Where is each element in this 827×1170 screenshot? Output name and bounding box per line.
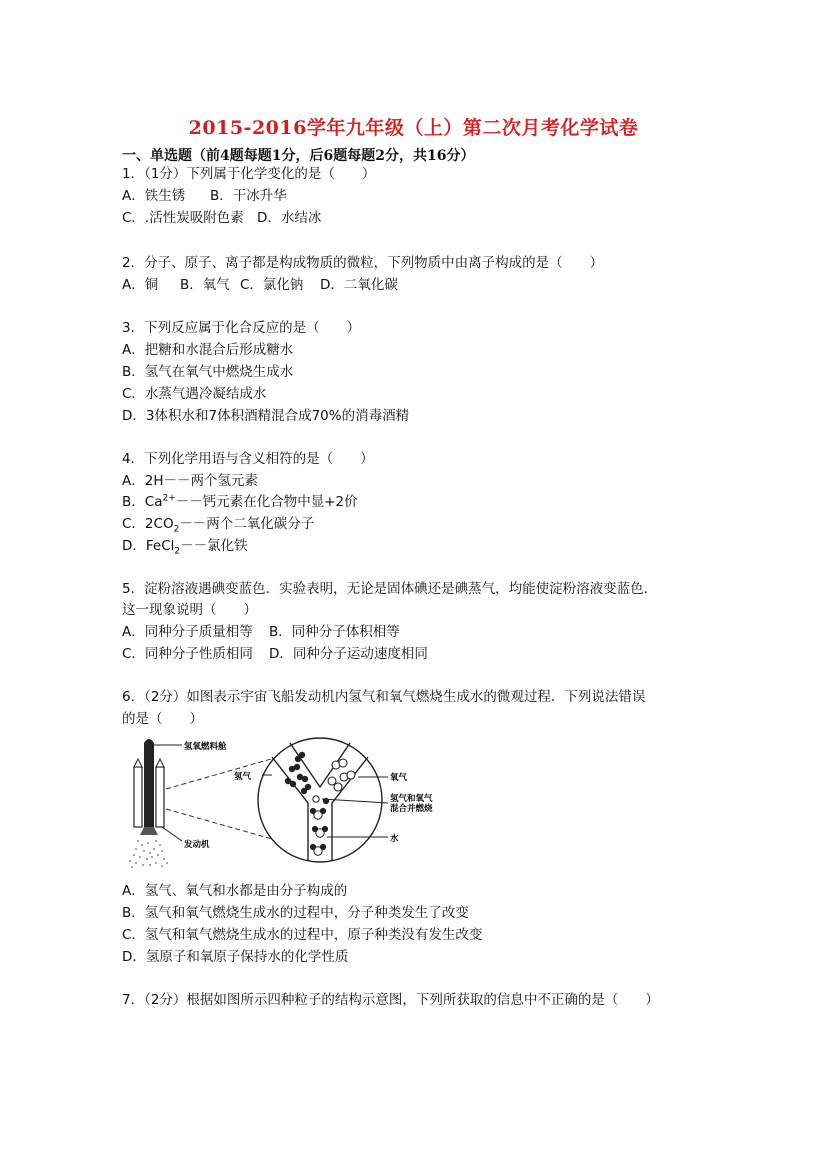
q4-option-c: C．$2CO_2--$两个二氧化碳分子 xyxy=(122,516,315,535)
q2-option-b: B．氧气 xyxy=(180,277,230,293)
q5-option-a: A．同种分子质量相等 xyxy=(122,624,253,640)
q5-option-d: D．同种分子运动速度相同 xyxy=(269,646,428,662)
q6-option-b: B．氢气和氧气燃烧生成水的过程中，分子种类发生了改变 xyxy=(122,905,469,921)
exhaust-plume xyxy=(129,840,168,868)
q5-option-c: C．同种分子性质相同 xyxy=(122,646,253,662)
q6-option-a: A．氢气、氧气和水都是由分子构成的 xyxy=(122,883,348,899)
page-title: 2015-2016学年九年级（上）第二次月考化学试卷 xyxy=(188,117,639,139)
q3-option-a: A．把糖和水混合后形成糖水 xyxy=(122,342,294,358)
label-engine: 发动机 xyxy=(184,840,210,850)
rocket-combustion-figure xyxy=(122,737,472,872)
label-fuel-tank: 氢氧燃料舱 xyxy=(184,742,227,752)
q6-option-d: D．氢原子和氧原子保持水的化学性质 xyxy=(122,949,349,965)
question-1-stem: 1．（1分）下列属于化学变化的是（ ） xyxy=(122,166,376,182)
q2-option-d: D．二氧化碳 xyxy=(320,277,398,293)
q3-option-c: C．水蒸气遇冷凝结成水 xyxy=(122,386,267,402)
q1-option-a: A．铁生锈 xyxy=(122,188,186,204)
question-6-stem-line2: 的是（ ） xyxy=(122,711,203,727)
q1-option-b: B．干冰升华 xyxy=(210,188,287,204)
question-2-stem: 2．分子、原子、离子都是构成物质的微粒，下列物质中由离子构成的是（ ） xyxy=(122,255,604,271)
question-5-stem-line1: 5．淀粉溶液遇碘变蓝色．实验表明，无论是固体碘还是碘蒸气，均能使淀粉溶液变蓝色． xyxy=(122,581,658,597)
section-heading: 一、单选题（前4题每题1分，后6题每题2分，共16分） xyxy=(122,148,475,164)
q1-option-d: D．水结冰 xyxy=(257,210,322,226)
label-hydrogen: 氢气 xyxy=(234,772,252,782)
q4-option-d: D．FeCl$_2$－－氯化铁 xyxy=(122,538,248,557)
label-water: 水 xyxy=(390,834,399,844)
q2-option-a: A．铜 xyxy=(122,277,159,293)
q3-option-b: B．氢气在氧气中燃烧生成水 xyxy=(122,364,294,380)
label-mix-line1: 氢气和氧气 xyxy=(390,794,433,804)
q6-option-c: C．氢气和氧气燃烧生成水的过程中，原子种类没有发生改变 xyxy=(122,927,483,943)
q4-option-b: B．$Ca^{2+}--$钙元素在化合物中显+2价 xyxy=(122,493,358,510)
label-mix-line2: 混合并燃烧 xyxy=(390,804,433,814)
q2-option-c: C．氯化钠 xyxy=(240,277,304,293)
question-4-stem: 4．下列化学用语与含义相符的是（ ） xyxy=(122,451,374,467)
question-6-stem-line1: 6．（2分）如图表示宇宙飞船发动机内氢气和氧气燃烧生成水的微观过程．下列说法错误 xyxy=(122,689,646,705)
q4-option-a: A．2H－－两个氢元素 xyxy=(122,473,258,489)
question-7-stem: 7．（2分）根据如图所示四种粒子的结构示意图，下列所获取的信息中不正确的是（ ） xyxy=(122,992,659,1008)
question-3-stem: 3．下列反应属于化合反应的是（ ） xyxy=(122,320,361,336)
question-5-stem-line2: 这一现象说明（ ） xyxy=(122,602,257,618)
q3-option-d: D．3体积水和7体积酒精混合成70%的消毒酒精 xyxy=(122,408,410,424)
q1-option-c: C．.活性炭吸附色素 xyxy=(122,210,244,226)
q5-option-b: B．同种分子体积相等 xyxy=(269,624,400,640)
label-oxygen: 氧气 xyxy=(390,773,408,783)
rocket-icon xyxy=(134,739,164,835)
